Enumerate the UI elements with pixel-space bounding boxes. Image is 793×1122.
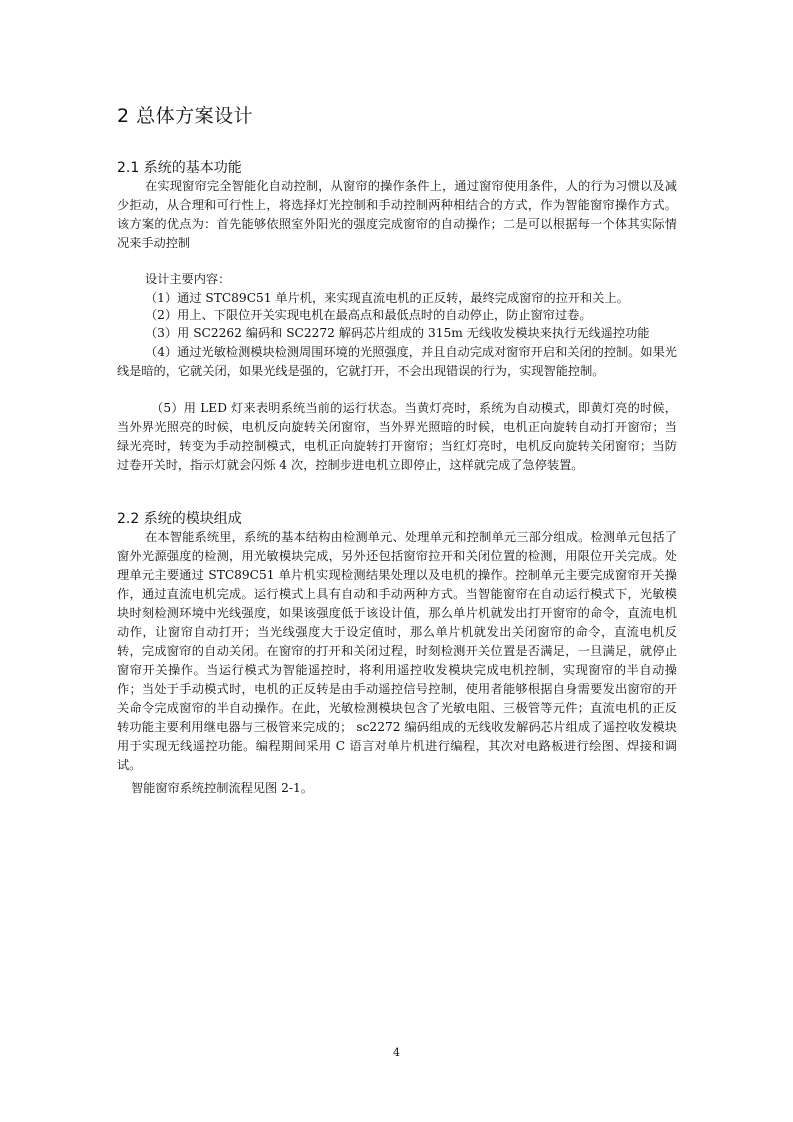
design-item-4: （4）通过光敏检测模块检测周围环境的光照强度，并且自动完成对窗帘开启和关闭的控制。如果光线是暗的，它就关闭，如果光线是强的，它就打开，不会出现错误的行为，实现智能控制。: [117, 345, 677, 378]
flow-chart-reference: 智能窗帘系统控制流程见图 2-1。: [131, 781, 313, 795]
section-1-intro: 在实现窗帘完全智能化自动控制，从窗帘的操作条件上，通过窗帘使用条件，人的行为习惯以及减少拒动，从合理和可行性上，将选择灯光控制和手动控制两种相结合的方式，作为智能窗帘操作方式。该方案的优点为：首先能够依照室外阳光的强度完成窗帘的自动操作；二是可以根据每一个体其实际情况来手动控制: [117, 179, 677, 250]
design-content-label: 设计主要内容：: [145, 272, 231, 286]
section-2-body: 在本智能系统里，系统的基本结构由检测单元、处理单元和控制单元三部分组成。检测单元包括了窗外光源强度的检测，用光敏模块完成，另外还包括窗帘拉开和关闭位置的检测，用限位开关完成。处理单元主要通过 STC89C51 单片机实现检测结果处理以及电机的操作。控制单元主要完成窗帘开关操作，通过直流电机完成。运行模式上具有自动和手动两种方式。当智能窗帘在自动运行模式下，光敏模块时刻检测环境中光线强度，如果该强度低于该设计值，那么单片机就发出打开窗帘的命令，直流电机动作，让窗帘自动打开；当光线强度大于设定值时，那么单片机就发出关闭窗帘的命令，直流电机反转，完成窗帘的自动关闭。在窗帘的打开和关闭过程，时刻检测开关位置是否满足，一旦满足，就停止窗帘开关操作。当运行模式为智能遥控时，将利用遥控收发模块完成电机控制，实现窗帘的半自动操作；当处于手动模式时，电机的正反转是由手动遥控信号控制，使用者能够根据自身需要发出窗帘的开关命令完成窗帘的半自动操作。在此，光敏检测模块包含了光敏电阻、三极管等元件；直流电机的正反转功能主要利用继电器与三极管来完成的； sc2272 编码组成的无线收发解码芯片组成了遥控收发模块用于实现无线遥控功能。编程期间采用 C 语言对单片机进行编程，其次对电路板进行绘图、焊接和调试。: [117, 530, 677, 772]
chapter-heading: 2 总体方案设计: [117, 105, 254, 127]
page-number: 4: [393, 1046, 400, 1059]
design-item-2: （2）用上、下限位开关实现电机在最高点和最低点时的自动停止，防止窗帘过卷。: [145, 308, 592, 322]
section-1-heading: 2.1 系统的基本功能: [117, 160, 242, 176]
section-2-heading: 2.2 系统的模块组成: [117, 511, 242, 527]
design-item-3: （3）用 SC2262 编码和 SC2272 解码芯片组成的 315m 无线收发模块来执行无线遥控功能: [145, 326, 650, 340]
design-item-5: （5）用 LED 灯来表明系统当前的运行状态。当黄灯亮时，系统为自动模式，即黄灯亮的时候，当外界光照亮的时候，电机反向旋转关闭窗帘，当外界光照暗的时候，电机正向旋转自动打开窗帘；当绿光亮时，转变为手动控制模式，电机正向旋转打开窗帘；当红灯亮时，电机反向旋转关闭窗帘；当防过卷开关时，指示灯就会闪烁 4 次，控制步进电机立即停止，这样就完成了急停装置。: [117, 401, 677, 472]
design-item-1: （1）通过 STC89C51 单片机，来实现直流电机的正反转，最终完成窗帘的拉开和关上。: [145, 291, 629, 305]
